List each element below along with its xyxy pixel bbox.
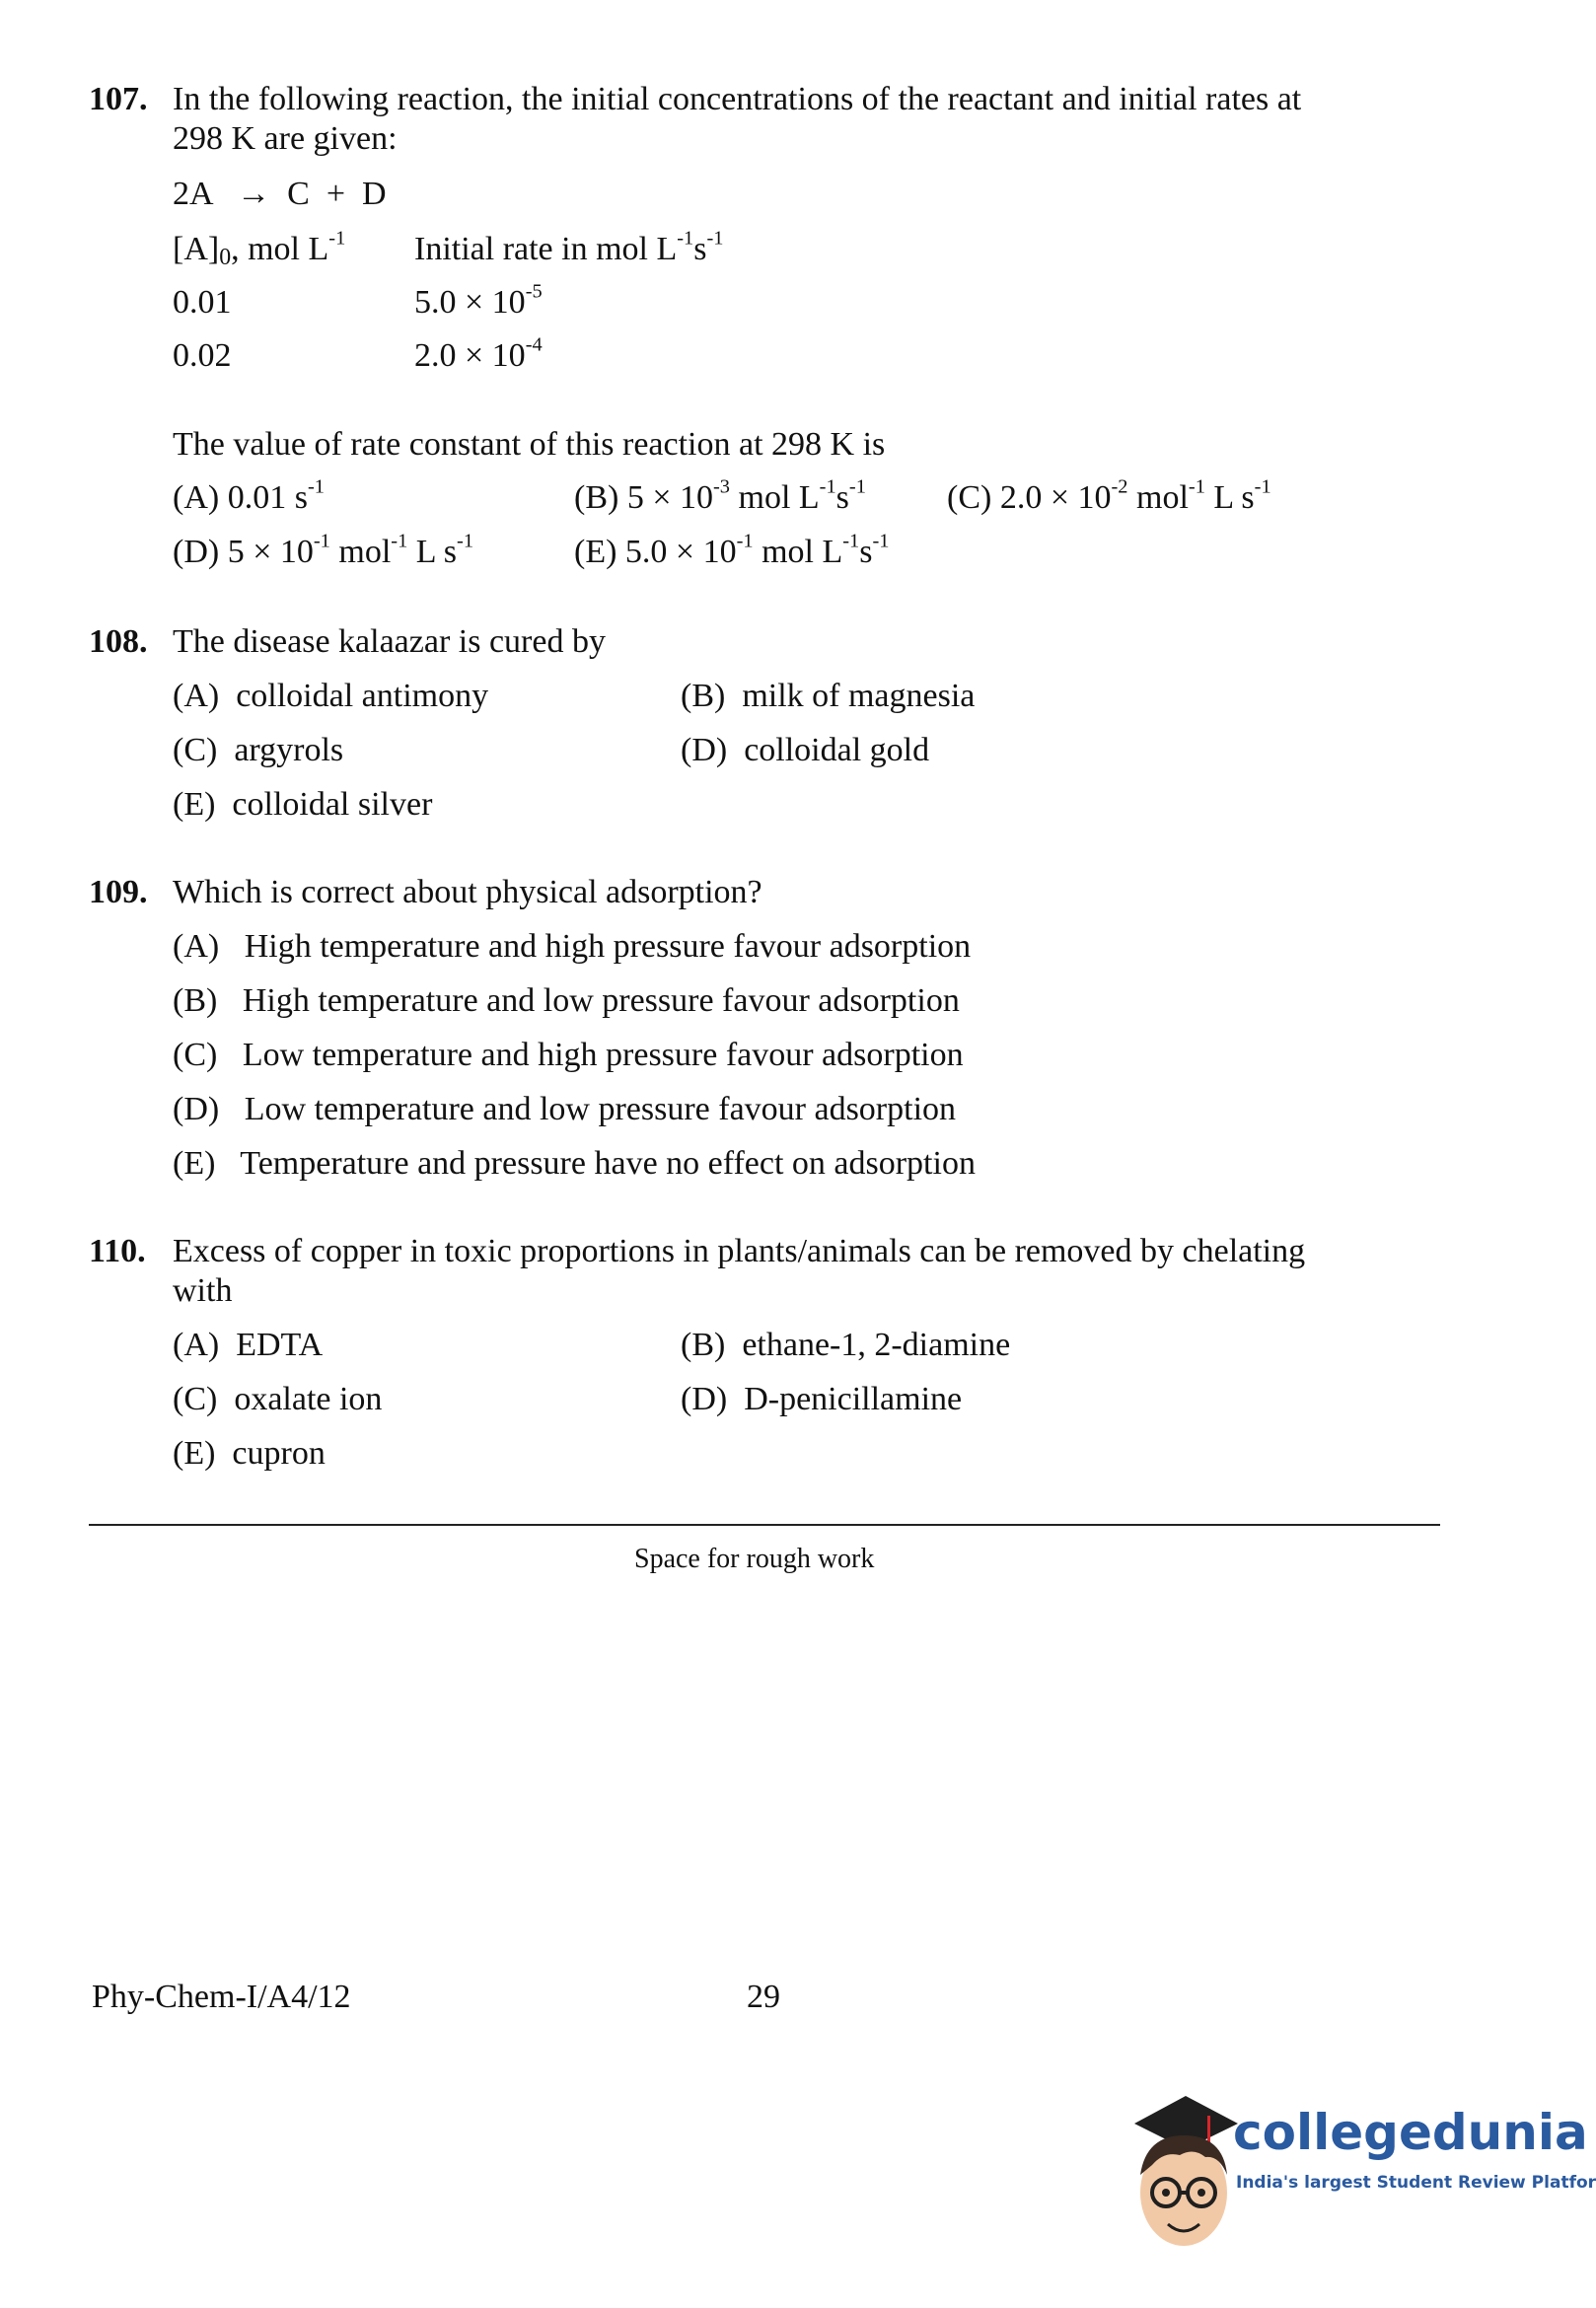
q109-option-a: (A) High temperature and high pressure favour adsorption — [173, 928, 972, 965]
q107-stem-line1: In the following reaction, the initial concentrations of the reactant and initial rates at — [173, 81, 1302, 117]
q108-stem: The disease kalaazar is cured by — [173, 623, 606, 660]
footer-page-number: 29 — [747, 1979, 780, 2015]
q107-table-header-rate: Initial rate in mol $L^{-1}s^{-1}$ — [414, 227, 724, 267]
rough-work-label: Space for rough work — [634, 1544, 875, 1574]
mascot-icon — [1124, 2076, 1243, 2273]
q107-option-b: (B) $5 \times 10^{-3}$ mol $L^{-1}s^{-1}$ — [574, 475, 866, 516]
q108-option-a: (A) colloidal antimony — [173, 678, 489, 714]
q107-option-a: (A) 0.01 $s^{-1}$ — [173, 475, 325, 516]
q110-option-b: (B) ethane-1, 2-diamine — [681, 1327, 1011, 1363]
q107-table-header-conc: $[A]_0$, mol $L^{-1}$ — [173, 227, 346, 270]
q108-option-d: (D) colloidal gold — [681, 732, 930, 768]
logo-tagline: India's largest Student Review Platfor — [1236, 2173, 1596, 2193]
q109-option-c: (C) Low temperature and high pressure favour adsorption — [173, 1037, 964, 1073]
q110-number: 110. — [89, 1233, 146, 1269]
q108-option-c: (C) argyrols — [173, 732, 344, 768]
rough-work-divider — [89, 1524, 1440, 1526]
q110-option-e: (E) cupron — [173, 1435, 326, 1472]
collegedunia-logo — [1124, 2076, 1596, 2273]
q107-row1-rate: $5.0 \times 10^{-5}$ — [414, 280, 543, 321]
q107-number: 107. — [89, 81, 148, 117]
q107-row1-conc: 0.01 — [173, 284, 232, 321]
q108-option-e: (E) colloidal silver — [173, 786, 433, 823]
q110-option-d: (D) D-penicillamine — [681, 1381, 963, 1417]
q110-option-a: (A) EDTA — [173, 1327, 324, 1363]
q107-row2-conc: 0.02 — [173, 337, 232, 374]
q108-number: 108. — [89, 623, 148, 660]
q107-option-e: (E) $5.0 \times 10^{-1}$ mol $L^{-1}s^{-1}$ — [574, 530, 890, 570]
q107-stem-line2: 298 K are given: — [173, 120, 398, 157]
q110-option-c: (C) oxalate ion — [173, 1381, 383, 1417]
q109-number: 109. — [89, 874, 148, 910]
q107-reaction: 2A → C + D — [173, 176, 387, 212]
q107-option-d: (D) $5 \times 10^{-1}$ mol$^{-1}$ L $s^{-1}$ — [173, 530, 474, 570]
q107-question: The value of rate constant of this reaction at 298 K is — [173, 426, 886, 463]
q107-row2-rate: $2.0 \times 10^{-4}$ — [414, 333, 543, 374]
q110-stem-line1: Excess of copper in toxic proportions in plants/animals can be removed by chelating — [173, 1233, 1306, 1269]
q109-stem: Which is correct about physical adsorption? — [173, 874, 762, 910]
q109-option-d: (D) Low temperature and low pressure favour adsorption — [173, 1091, 957, 1127]
q109-option-e: (E) Temperature and pressure have no effect on adsorption — [173, 1145, 976, 1182]
q110-stem-line2: with — [173, 1272, 233, 1309]
q108-option-b: (B) milk of magnesia — [681, 678, 976, 714]
logo-wordmark: collegedunia — [1233, 2104, 1588, 2161]
q109-option-b: (B) High temperature and low pressure favour adsorption — [173, 982, 960, 1019]
footer-paper-code: Phy-Chem-I/A4/12 — [92, 1979, 351, 2015]
q107-option-c: (C) $2.0 \times 10^{-2}$ mol$^{-1}$ L $s^{-1}$ — [947, 475, 1271, 516]
